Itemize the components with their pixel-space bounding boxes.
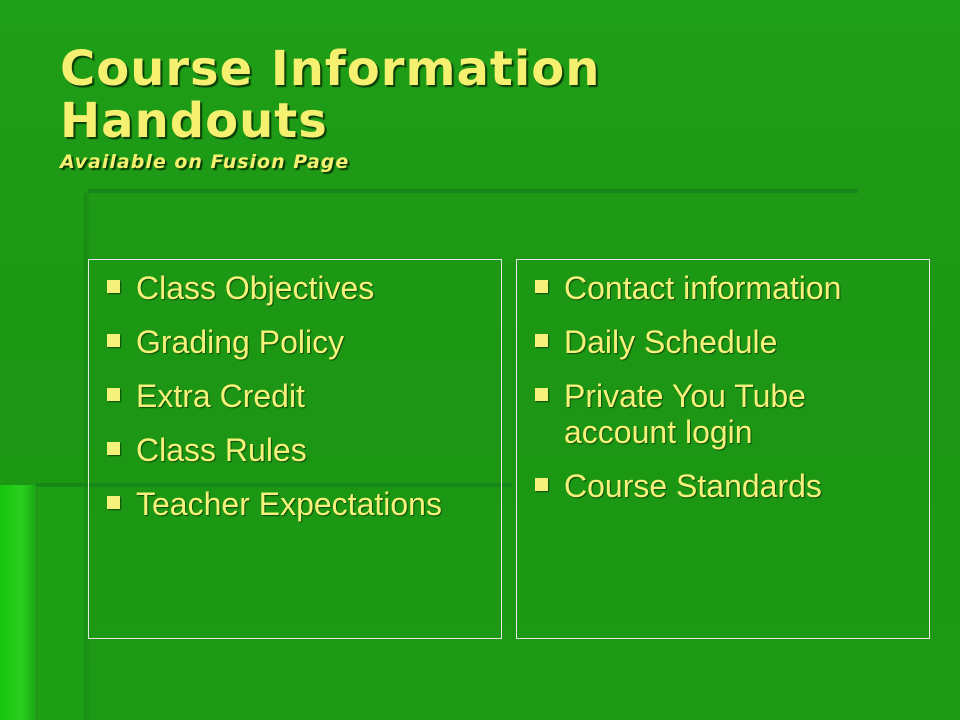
square-bullet-icon bbox=[535, 280, 548, 293]
list-item-label: Teacher Expectations bbox=[136, 486, 442, 522]
list-item bbox=[532, 270, 929, 306]
decorative-stripe-left bbox=[0, 485, 36, 720]
list-item bbox=[104, 378, 501, 414]
decorative-stripe-left-mid bbox=[36, 485, 89, 720]
list-item-label: Course Standards bbox=[564, 468, 822, 504]
square-bullet-icon bbox=[107, 334, 120, 347]
list-item bbox=[104, 270, 501, 306]
list-item bbox=[104, 486, 501, 522]
list-item bbox=[104, 324, 501, 360]
square-bullet-icon bbox=[107, 442, 120, 455]
square-bullet-icon bbox=[535, 334, 548, 347]
square-bullet-icon bbox=[535, 478, 548, 491]
list-item-label: Extra Credit bbox=[136, 378, 305, 414]
left-content-box bbox=[88, 259, 502, 639]
list-item-label: Grading Policy bbox=[136, 324, 345, 360]
square-bullet-icon bbox=[107, 280, 120, 293]
list-item-label: Contact information bbox=[564, 270, 842, 306]
list-item bbox=[532, 324, 929, 360]
decorative-horizontal-line bbox=[88, 189, 858, 193]
list-item bbox=[532, 468, 929, 504]
list-item-label: Class Rules bbox=[136, 432, 307, 468]
list-item bbox=[532, 378, 929, 450]
slide-title bbox=[60, 41, 920, 173]
title-line-1: Course Information bbox=[60, 41, 601, 97]
left-bullet-list bbox=[89, 260, 501, 522]
list-item-label: Daily Schedule bbox=[564, 324, 778, 360]
slide-subtitle: Available on Fusion Page bbox=[60, 150, 350, 173]
list-item bbox=[104, 432, 501, 468]
square-bullet-icon bbox=[107, 496, 120, 509]
list-item-label: Class Objectives bbox=[136, 270, 375, 306]
right-content-box bbox=[516, 259, 930, 639]
square-bullet-icon bbox=[535, 388, 548, 401]
title-line-2: Handouts bbox=[60, 92, 328, 149]
right-bullet-list bbox=[517, 260, 929, 504]
list-item-label: Private You Tube account login bbox=[564, 378, 806, 450]
square-bullet-icon bbox=[107, 388, 120, 401]
